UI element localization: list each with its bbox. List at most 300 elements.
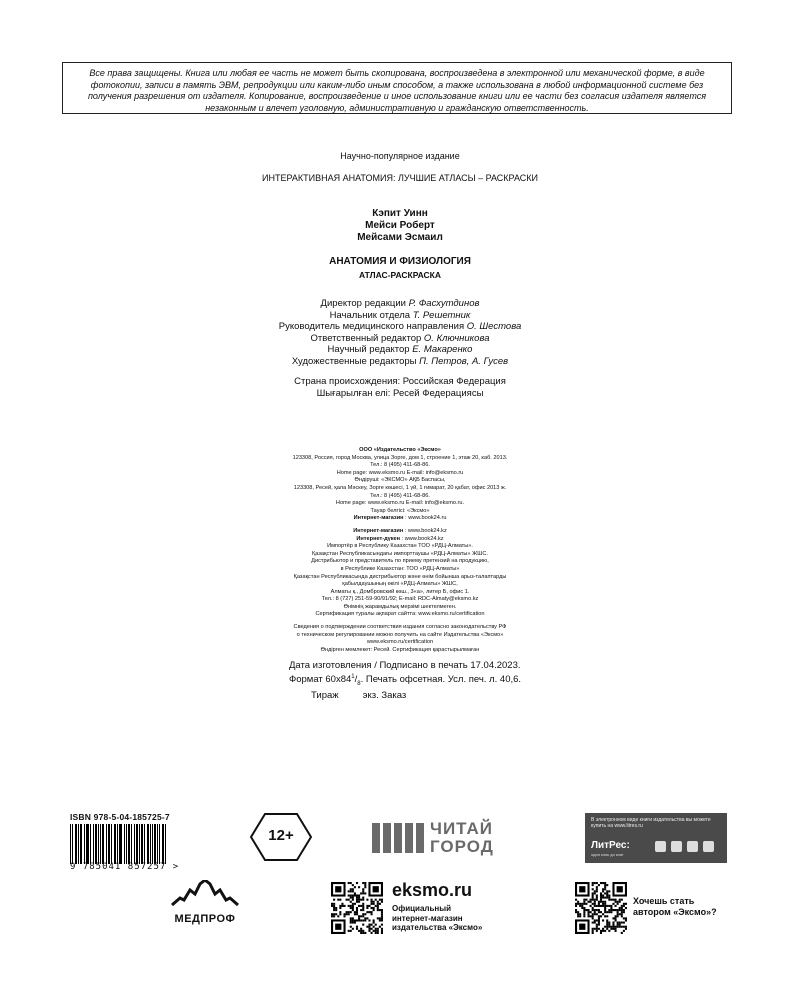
qr-module (350, 897, 352, 899)
qr-module (371, 928, 373, 930)
qr-module (596, 897, 598, 899)
qr-module (333, 915, 335, 917)
qr-module (377, 909, 379, 911)
print-format: Формат $60х84^1/_8$. Печать офсетная. Усл. печ. л. 40,6. (289, 673, 522, 687)
qr-module (358, 886, 360, 888)
publisher-line: Қазақстан Республикасындағы импорттаушы «РДЦ-Алматы» ЖШС. (312, 550, 488, 557)
qr-module (379, 919, 381, 921)
gorod-line: ГОРОД (430, 837, 494, 856)
qr-module (617, 926, 619, 928)
qr-module (615, 928, 617, 930)
qr-module (592, 903, 594, 905)
qr-module (612, 926, 614, 928)
qr-module (333, 899, 335, 901)
origin-line: Страна происхождения: Российская Федерация (294, 376, 506, 387)
qr-module (368, 930, 370, 932)
qr-module (602, 882, 604, 884)
qr-module (354, 919, 356, 921)
apple-icon (655, 841, 666, 852)
qr-module (592, 930, 594, 932)
qr-module (592, 894, 594, 896)
qr-module (352, 888, 354, 890)
qr-module (610, 911, 612, 913)
qr-module (348, 882, 350, 884)
qr-module (617, 909, 619, 911)
qr-module (592, 897, 594, 899)
medprof-text: МЕДПРОФ (174, 913, 236, 925)
qr-module (339, 905, 341, 907)
qr-module (577, 901, 579, 903)
qr-module (606, 892, 608, 894)
qr-module (621, 922, 623, 924)
qr-module (360, 915, 362, 917)
qr-module (583, 913, 585, 915)
qr-module (583, 907, 585, 909)
qr-module (604, 892, 606, 894)
qr-module (348, 930, 350, 932)
qr-module (621, 926, 623, 928)
qr-module (602, 901, 604, 903)
qr-module (625, 917, 627, 919)
qr-module (615, 919, 617, 921)
qr-module (590, 905, 592, 907)
barcode-bars (70, 824, 179, 864)
qr-module (579, 915, 581, 917)
qr-module (356, 901, 358, 903)
qr-module (364, 913, 366, 915)
qr-module (594, 892, 596, 894)
qr-module (360, 930, 362, 932)
qr-module (354, 913, 356, 915)
eksmo-qr-code-icon (331, 882, 383, 934)
author-invite: Хочешь стать автором «Эксмо»? (633, 896, 717, 917)
qr-module (379, 899, 381, 901)
qr-module (362, 892, 364, 894)
qr-module (587, 915, 589, 917)
litres-promo (585, 813, 727, 863)
credit-line: Научный редактор Е. Макаренко (327, 344, 473, 355)
qr-module (583, 911, 585, 913)
qr-module (360, 919, 362, 921)
qr-module (619, 907, 621, 909)
qr-module (381, 917, 383, 919)
copyright-notice (62, 62, 732, 114)
qr-module (371, 932, 373, 934)
qr-module (608, 909, 610, 911)
publisher-line: Home page: www.eksmo.ru E-mail: info@eksmo.ru. (335, 500, 465, 507)
qr-module (604, 888, 606, 890)
qr-module (619, 899, 621, 901)
qr-module (381, 919, 383, 921)
qr-module (368, 911, 370, 913)
qr-module (350, 890, 352, 892)
qr-module (615, 909, 617, 911)
copyright-line: незаконным и влечет уголовную, административную и гражданскую ответственность. (205, 102, 589, 113)
qr-module (596, 930, 598, 932)
qr-module (602, 930, 604, 932)
qr-module (358, 919, 360, 921)
qr-module (608, 899, 610, 901)
qr-module (362, 930, 364, 932)
qr-module (615, 899, 617, 901)
qr-module (379, 926, 381, 928)
qr-module (596, 888, 598, 890)
qr-module (368, 926, 370, 928)
isbn-barcode (70, 812, 179, 872)
qr-module (381, 901, 383, 903)
qr-module (598, 919, 600, 921)
qr-module (364, 892, 366, 894)
qr-module (362, 905, 364, 907)
qr-module (592, 915, 594, 917)
qr-module (608, 897, 610, 899)
qr-module (356, 913, 358, 915)
publisher-info (0, 447, 800, 654)
qr-module (339, 899, 341, 901)
qr-module (362, 903, 364, 905)
qr-module (623, 926, 625, 928)
qr-module (596, 894, 598, 896)
qr-module (358, 930, 360, 932)
chitai-gorod-mark-icon (372, 823, 424, 853)
publisher-line: Интернет-дүкен : www.book24.kz (356, 535, 444, 542)
qr-module (371, 903, 373, 905)
qr-module (352, 928, 354, 930)
publisher-line: 123308, Ресей, қала Мәскеу, Зорге көшесі, 1 үй, 1 ғимарат, 20 қабат, офис 2013 ж. (293, 484, 507, 491)
qr-module (610, 907, 612, 909)
qr-module (579, 905, 581, 907)
qr-module (596, 928, 598, 930)
qr-module (617, 915, 619, 917)
qr-module (368, 924, 370, 926)
qr-module (350, 930, 352, 932)
qr-module (381, 909, 383, 911)
qr-module (619, 926, 621, 928)
qr-module (368, 928, 370, 930)
qr-module (596, 926, 598, 928)
qr-module (375, 930, 377, 932)
medprof-cityscape-icon (170, 880, 240, 906)
qr-module (612, 928, 614, 930)
qr-module (617, 913, 619, 915)
qr-module (333, 903, 335, 905)
qr-module (352, 919, 354, 921)
qr-module (354, 894, 356, 896)
qr-module (371, 899, 373, 901)
qr-module (348, 899, 350, 901)
book-subtitle: АТЛАС-РАСКРАСКА (358, 270, 442, 280)
qr-module (373, 907, 375, 909)
qr-module (598, 905, 600, 907)
qr-module (612, 922, 614, 924)
qr-module (373, 901, 375, 903)
qr-module (604, 905, 606, 907)
windows-icon (703, 841, 714, 852)
qr-module (594, 899, 596, 901)
qr-module (587, 901, 589, 903)
qr-module (381, 928, 383, 930)
qr-module (592, 917, 594, 919)
isbn-digits: 9 785041 857257 > (70, 862, 180, 872)
qr-module (352, 922, 354, 924)
qr-module (617, 901, 619, 903)
qr-module (350, 922, 352, 924)
qr-module (366, 899, 368, 901)
qr-module (608, 911, 610, 913)
qr-module (598, 909, 600, 911)
qr-module (592, 892, 594, 894)
qr-module (625, 919, 627, 921)
qr-module (579, 913, 581, 915)
qr-module (610, 909, 612, 911)
qr-module (358, 894, 360, 896)
qr-finder (335, 886, 341, 892)
qr-module (375, 928, 377, 930)
qr-module (371, 901, 373, 903)
qr-module (377, 917, 379, 919)
qr-module (602, 894, 604, 896)
qr-module (615, 930, 617, 932)
qr-module (596, 905, 598, 907)
qr-module (606, 915, 608, 917)
qr-module (343, 905, 345, 907)
qr-module (362, 882, 364, 884)
qr-module (596, 886, 598, 888)
qr-module (377, 930, 379, 932)
publisher-line: Қазақстан Республикасында дистрибьютор және өнім бойынша арыз-талаптарды (293, 573, 507, 580)
qr-module (373, 919, 375, 921)
qr-module (621, 915, 623, 917)
qr-module (360, 905, 362, 907)
publisher-line: Сертификация туралы ақпарат сайтта: www.eksmo.ru/certification (315, 611, 485, 618)
qr-module (619, 901, 621, 903)
qr-module (592, 913, 594, 915)
qr-module (604, 897, 606, 899)
origin-line: Шығарылған елі: Ресей Федерациясы (316, 387, 484, 399)
qr-module (606, 884, 608, 886)
origin (0, 376, 800, 399)
qr-module (604, 926, 606, 928)
qr-module (358, 897, 360, 899)
litres-promo-text: В электронном виде книги издательства вы можете купить на www.litres.ru (591, 817, 711, 829)
publisher-line: 123308, Россия, город Москва, улица Зорге, дом 1, строение 1, этаж 20, каб. 2013. (292, 454, 508, 461)
qr-module (623, 930, 625, 932)
qr-module (598, 901, 600, 903)
qr-module (356, 911, 358, 913)
credit-line: Директор редакции Р. Фасхутдинов (320, 298, 480, 309)
qr-module (577, 903, 579, 905)
qr-module (604, 886, 606, 888)
qr-module (375, 905, 377, 907)
qr-module (335, 907, 337, 909)
qr-module (354, 911, 356, 913)
qr-module (364, 886, 366, 888)
qr-module (600, 915, 602, 917)
qr-module (623, 911, 625, 913)
qr-module (592, 899, 594, 901)
qr-module (592, 932, 594, 934)
qr-module (594, 909, 596, 911)
qr-module (621, 899, 623, 901)
qr-module (604, 884, 606, 886)
qr-module (608, 930, 610, 932)
qr-module (356, 919, 358, 921)
author: Кэпит Уинн (372, 208, 428, 219)
author-qr-code-icon (575, 882, 627, 934)
qr-module (600, 932, 602, 934)
qr-module (602, 905, 604, 907)
qr-module (577, 915, 579, 917)
qr-module (594, 928, 596, 930)
litres-brand: ЛитРес: (591, 840, 630, 851)
qr-module (350, 917, 352, 919)
qr-module (362, 907, 364, 909)
qr-module (623, 922, 625, 924)
qr-module (575, 899, 577, 901)
qr-module (381, 913, 383, 915)
publisher-line: Тел.: 8 (495) 411-68-86. (370, 462, 430, 469)
qr-finder (373, 886, 379, 892)
qr-finder (579, 886, 585, 892)
publisher-line: Алматы қ., Домбровский көш., 3«а», литер Б, офис 1. (330, 588, 470, 595)
qr-module (581, 903, 583, 905)
qr-module (606, 924, 608, 926)
qr-module (350, 907, 352, 909)
qr-module (594, 913, 596, 915)
qr-module (606, 926, 608, 928)
qr-module (600, 897, 602, 899)
qr-module (587, 913, 589, 915)
qr-module (356, 926, 358, 928)
qr-module (612, 924, 614, 926)
qr-module (596, 882, 598, 884)
qr-module (598, 903, 600, 905)
qr-module (356, 909, 358, 911)
qr-module (621, 909, 623, 911)
qr-module (375, 924, 377, 926)
qr-module (362, 890, 364, 892)
qr-module (366, 911, 368, 913)
qr-module (377, 905, 379, 907)
print-run: Тираж экз. Заказ (311, 690, 407, 702)
qr-module (577, 911, 579, 913)
qr-module (381, 924, 383, 926)
qr-module (623, 917, 625, 919)
qr-module (364, 917, 366, 919)
publisher-line: Тел.: 8 (495) 411-68-86. (370, 492, 430, 499)
qr-module (368, 905, 370, 907)
eksmo-site: eksmo.ru (392, 880, 473, 900)
qr-module (594, 919, 596, 921)
qr-module (354, 922, 356, 924)
qr-module (348, 911, 350, 913)
qr-module (604, 907, 606, 909)
qr-module (587, 909, 589, 911)
qr-module (619, 913, 621, 915)
qr-module (381, 915, 383, 917)
qr-module (596, 909, 598, 911)
qr-module (352, 903, 354, 905)
publisher-line: Өндіруші: «ЭКСМО» АҚБ Баспасы, (354, 477, 446, 484)
qr-module (592, 884, 594, 886)
qr-module (362, 915, 364, 917)
qr-module (583, 915, 585, 917)
qr-module (594, 905, 596, 907)
qr-module (346, 911, 348, 913)
qr-module (598, 911, 600, 913)
qr-module (360, 928, 362, 930)
android-icon (671, 841, 682, 852)
qr-module (598, 917, 600, 919)
qr-module (364, 919, 366, 921)
qr-module (575, 911, 577, 913)
qr-module (596, 899, 598, 901)
publisher-line: Өндірген мемлекет: Ресей. Сертификация қарастырылмаған (320, 646, 480, 653)
qr-module (594, 911, 596, 913)
copyright-line: Все права защищены. Книга или любая ее часть не может быть скопирована, воспроизведена в электронной или механической форме, в виде (89, 68, 705, 78)
qr-module (581, 907, 583, 909)
qr-module (612, 903, 614, 905)
print-date: Дата изготовления / Подписано в печать 17.04.2023. (289, 660, 521, 671)
qr-module (381, 932, 383, 934)
qr-module (600, 930, 602, 932)
qr-module (579, 903, 581, 905)
edition-type: Научно-популярное издание (340, 151, 460, 161)
qr-module (352, 899, 354, 901)
qr-module (341, 905, 343, 907)
qr-module (621, 911, 623, 913)
qr-module (350, 894, 352, 896)
qr-module (575, 905, 577, 907)
qr-module (590, 915, 592, 917)
chitai-line: ЧИТАЙ (430, 819, 493, 838)
qr-module (608, 890, 610, 892)
qr-module (590, 899, 592, 901)
qr-module (364, 884, 366, 886)
qr-module (362, 913, 364, 915)
qr-module (352, 909, 354, 911)
qr-module (339, 907, 341, 909)
qr-module (331, 903, 333, 905)
qr-module (608, 924, 610, 926)
publisher-line: Дистрибьютор и представитель по приему претензий на продукцию, (311, 558, 489, 565)
qr-module (354, 903, 356, 905)
qr-module (366, 907, 368, 909)
qr-module (358, 901, 360, 903)
qr-module (352, 917, 354, 919)
qr-module (377, 932, 379, 934)
credits (0, 298, 800, 367)
qr-module (362, 899, 364, 901)
publisher-line: Тауар белгісі: «Эксмо» (370, 507, 430, 514)
qr-module (375, 932, 377, 934)
qr-finder (335, 924, 341, 930)
qr-module (373, 926, 375, 928)
qr-module (379, 903, 381, 905)
qr-module (598, 922, 600, 924)
qr-module (354, 886, 356, 888)
qr-module (617, 903, 619, 905)
publisher-line: Импортёр в Республику Казахстан ТОО «РДЦ-Алматы». (327, 543, 473, 550)
qr-module (337, 915, 339, 917)
qr-module (358, 915, 360, 917)
qr-module (583, 901, 585, 903)
qr-module (335, 909, 337, 911)
qr-module (590, 911, 592, 913)
qr-module (619, 924, 621, 926)
credit-line: Начальник отдела Т. Решетник (329, 309, 471, 321)
publisher-line: Интернет-магазин : www.book24.kz (353, 527, 447, 534)
